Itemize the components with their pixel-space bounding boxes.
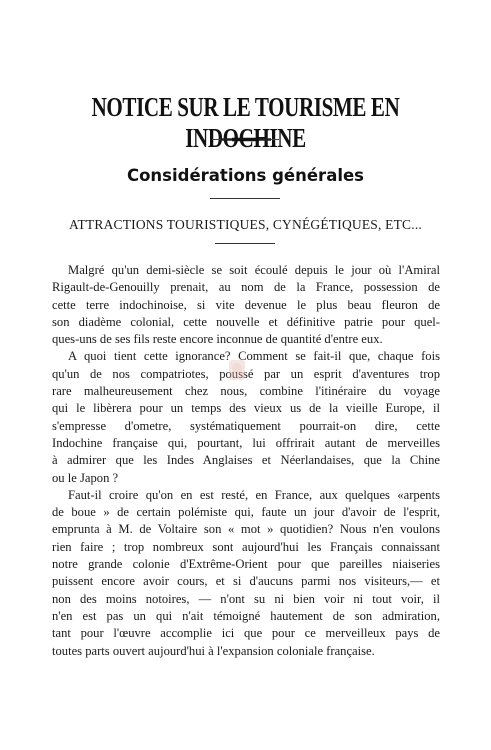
text-line: notre grande colonie d'Extrême-Orient pour que pareilles niaiseries: [52, 557, 440, 572]
text-line: qu'un de nos compatriotes, poussé par un esprit d'aventures trop: [52, 366, 440, 381]
body-text: [52, 262, 440, 660]
text-line: rien faire ; trop nombreux sont aujourd'hui les Français connaissant: [52, 539, 440, 554]
section-subtitle: ATTRACTIONS TOURISTIQUES, CYNÉGÉTIQUES, ETC...: [69, 217, 422, 232]
section-divider: [210, 198, 280, 199]
text-line: Rigault-de-Genouilly prenait, au nom de la France, possession de: [52, 280, 440, 295]
library-stamp: [226, 358, 248, 382]
text-line: non des moins notoires, — n'ont su ni bien voir ni tout voir, il: [52, 591, 440, 606]
text-line: à admirer que les Indes Anglaises et Néerlandaises, que la Chine: [52, 453, 440, 468]
text-line: ou le Japon ?: [52, 470, 119, 485]
text-line: Faut-il croire qu'on en est resté, en France, aux quelques «arpents: [68, 487, 440, 502]
text-line: puissent encore avoir cours, et si d'aucuns parmi nos visiteurs,— et: [52, 574, 440, 589]
text-line: emprunta à M. de Voltaire son « mot » quotidien? Nous n'en voulons: [52, 522, 440, 537]
text-line: cette terre indochinoise, si vite devenue le plus beau fleuron de: [52, 297, 440, 312]
text-line: n'en est pas un qui n'ait témoigné hautement de son admiration,: [52, 608, 440, 623]
section-title: Considérations générales: [126, 166, 364, 185]
text-line: tant pour l'œuvre accomplie ici que pour ce merveilleux pays de: [52, 626, 440, 641]
title-ornament: [212, 137, 279, 142]
subtitle-divider: [215, 243, 275, 244]
text-line: s'empresse d'ometre, systématiquement pourrait-on dire, cette: [52, 418, 440, 433]
text-line: rare malheureusement chez nous, combine l'itinéraire du voyage: [52, 384, 440, 399]
text-line: son diadème colonial, cette nouvelle et définitive patrie pour quel-: [52, 314, 440, 329]
text-line: Indochine française qui, pourtant, lui offrirait autant de merveilles: [52, 435, 440, 450]
text-line: Malgré qu'un demi-siècle se soit écoulé depuis le jour où l'Amiral: [68, 263, 440, 277]
text-line: de boue » de certain polémiste qui, faute un jour d'avoir de l'esprit,: [52, 505, 440, 520]
text-line: toutes parts ouvert aujourd'hui à l'expansion coloniale française.: [52, 643, 375, 658]
page-title: NOTICE SUR LE TOURISME EN INDOCHINE: [91, 92, 400, 153]
text-line: ques-uns de ses fils reste encore inconnue de quantité d'entre eux.: [52, 332, 383, 347]
text-line: qui le libèrera pour un temps des vieux us de la vieille Europe, il: [52, 401, 440, 416]
text-line: A quoi tient cette ignorance? Comment se fait-il que, chaque fois: [68, 349, 440, 364]
